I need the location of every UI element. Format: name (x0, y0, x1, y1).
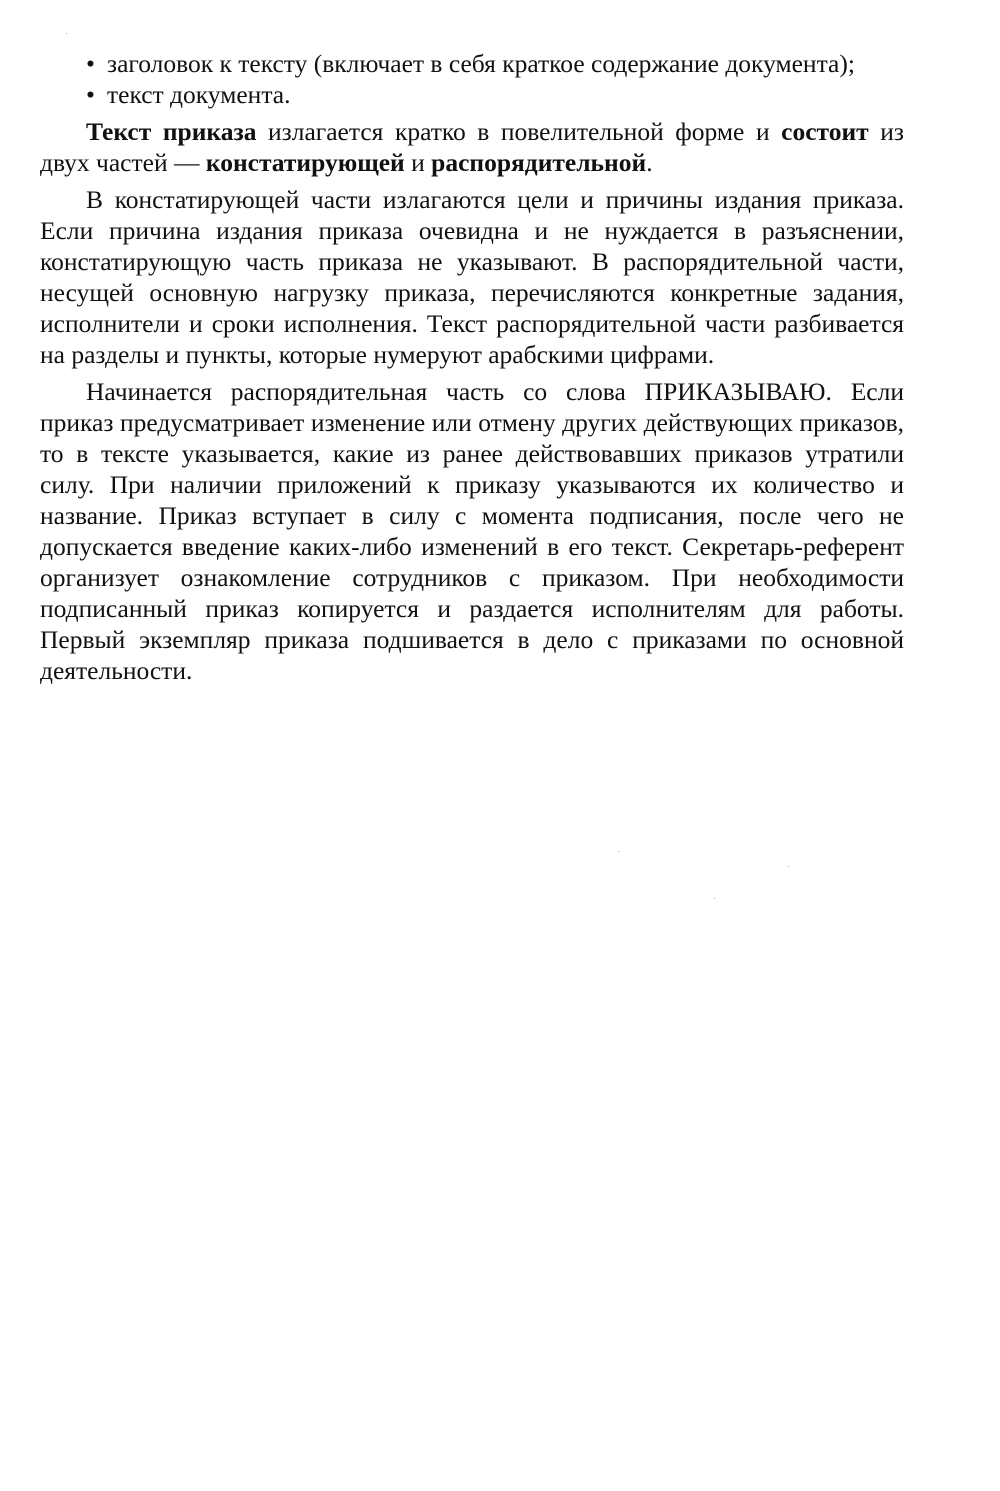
paragraph-order-text-definition: Текст приказа излагается кратко в повелительной форме и состоит из двух частей — констатирующей и распорядительной. (40, 117, 904, 177)
scan-speck (714, 898, 715, 899)
paragraph-directive-part: Начинается распорядительная часть со слова ПРИКАЗЫВАЮ. Если приказ предусматривает изменение или отмену других действующих приказов, то в тексте указывается, какие из ранее действовавших приказов утратили силу. При наличии приложений к приказу указываются их количество и название. Приказ вступает в силу с момента подписания, после чего не допускается введение каких-либо изменений в его текст. Секретарь-референт организует ознакомление сотрудников с приказом. При необходимости подписанный приказ копируется и раздается исполнителям для работы. Первый экземпляр приказа подшивается в дело с приказами по основной деятельности. (40, 377, 904, 685)
scan-speck (66, 33, 67, 34)
list-item-text: заголовок к тексту (включает в себя краткое содержание документа); (107, 49, 855, 78)
paragraph-stating-part: В констатирующей части излагаются цели и причины издания приказа. Если причина издания приказа очевидна и не нуждается в разъяснении, констатирующую часть приказа не указывают. В распорядительной части, несущей основную нагрузку приказа, перечисляются конкретные задания, исполнители и сроки исполнения. Текст распорядительной части разбивается на разделы и пункты, которые нумеруют арабскими цифрами. (40, 185, 904, 369)
term-directive-part: распорядительной (431, 148, 647, 177)
bullet-icon: • (86, 80, 95, 109)
term-stating-part: констатирующей (205, 148, 405, 177)
term-consists: состоит (781, 117, 869, 146)
list-item (40, 79, 904, 110)
bullet-icon: • (86, 49, 95, 78)
list-item-text: текст документа. (107, 80, 291, 109)
scan-speck (788, 866, 789, 867)
scan-speck (618, 851, 619, 852)
document-body (40, 48, 904, 686)
list-item (40, 48, 904, 79)
term-order-text: Текст приказа (86, 117, 257, 146)
